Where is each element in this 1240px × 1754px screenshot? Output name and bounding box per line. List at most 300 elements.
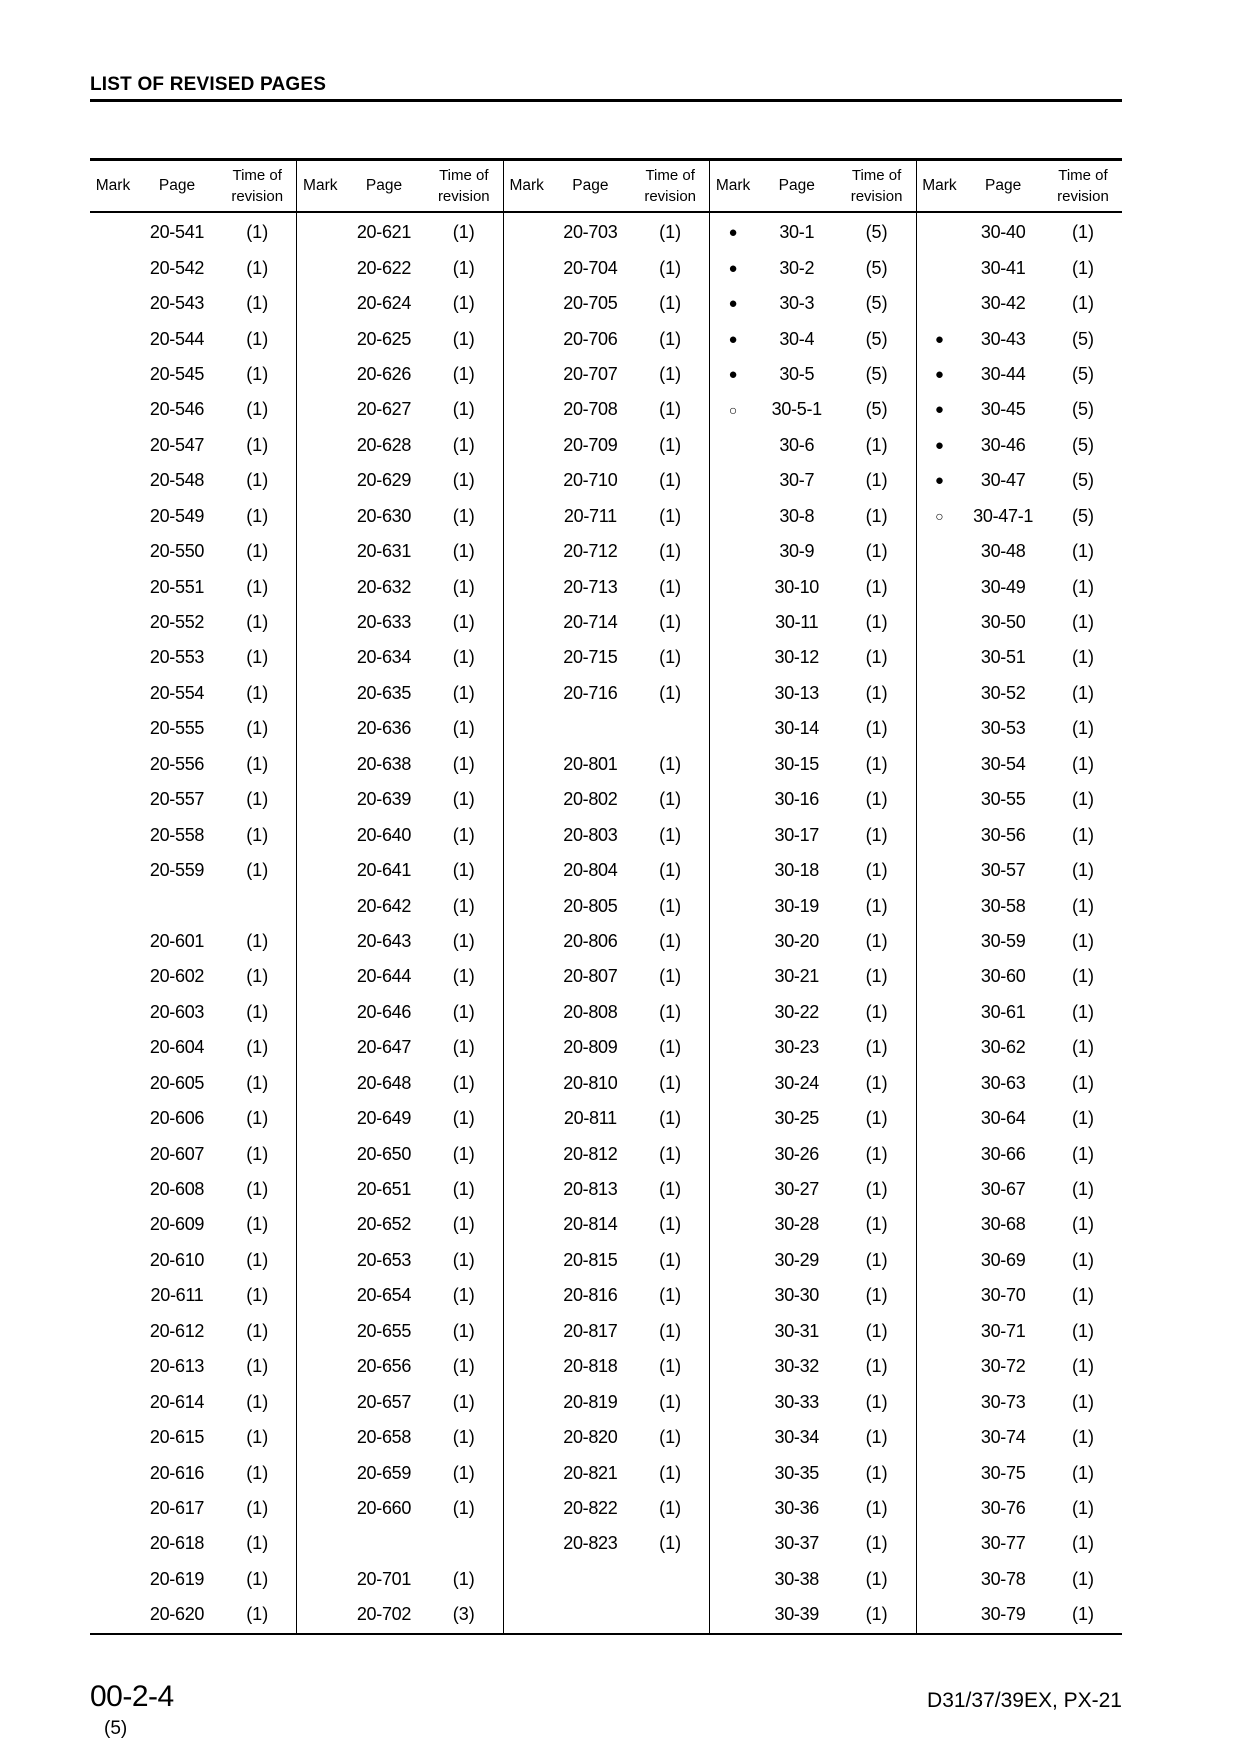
revision-cell: (1)	[452, 1391, 475, 1412]
revision-cell: (1)	[659, 1285, 682, 1306]
table-row	[297, 817, 502, 852]
table-row	[917, 995, 1122, 1030]
revision-cell: (1)	[452, 824, 475, 845]
revision-cell: (1)	[1071, 966, 1094, 987]
header-time-line2: revision	[850, 188, 903, 205]
page-cell: 30-58	[980, 895, 1026, 916]
table-row	[504, 1349, 709, 1384]
header-time-line2: revision	[437, 188, 490, 205]
table-row	[297, 1597, 502, 1632]
page-cell: 20-811	[563, 1108, 617, 1129]
table-row	[504, 959, 709, 994]
header-time-line1: Time of	[1058, 167, 1108, 184]
revision-cell: (1)	[865, 647, 888, 668]
revision-cell: (1)	[659, 222, 682, 243]
page-cell: 20-548	[149, 470, 205, 491]
page-cell: 20-640	[356, 824, 412, 845]
table-row	[90, 1526, 296, 1561]
table-row	[504, 1278, 709, 1313]
revision-cell: (1)	[452, 1285, 475, 1306]
revision-cell: (1)	[659, 1356, 682, 1377]
table-row	[297, 1243, 502, 1278]
page-cell: 20-809	[563, 1037, 618, 1058]
page-cell: 20-551	[149, 576, 205, 597]
page-cell: 20-707	[563, 363, 618, 384]
table-row	[504, 1597, 709, 1632]
page-cell: 20-546	[149, 399, 205, 420]
page-cell: 30-74	[980, 1427, 1026, 1448]
table-row	[297, 1562, 502, 1597]
page-cell: 20-605	[149, 1072, 205, 1093]
revision-cell: (1)	[865, 1214, 888, 1235]
revision-cell: (5)	[865, 293, 888, 314]
page-cell: 20-610	[149, 1249, 205, 1270]
revision-cell: (1)	[659, 328, 682, 349]
page-cell: 20-704	[563, 257, 618, 278]
revised-mark-icon: ●	[728, 330, 738, 348]
revision-cell: (1)	[452, 399, 475, 420]
revision-cell: (1)	[452, 1179, 475, 1200]
page-cell: 20-714	[563, 612, 618, 633]
page-cell: 20-618	[149, 1533, 205, 1554]
revision-cell: (1)	[865, 434, 888, 455]
page-cell: 20-552	[149, 612, 205, 633]
page-cell: 30-54	[980, 753, 1026, 774]
header-time-of-revision	[838, 165, 916, 207]
revision-cell: (5)	[865, 399, 888, 420]
table-row	[297, 1172, 502, 1207]
revision-cell: (1)	[1071, 824, 1094, 845]
revision-cell: (1)	[865, 682, 888, 703]
table-row	[297, 1420, 502, 1455]
table-row	[504, 1314, 709, 1349]
revision-cell: (1)	[865, 576, 888, 597]
page-cell: 20-639	[356, 789, 412, 810]
header-time-line1: Time of	[232, 167, 282, 184]
header-page: Page	[985, 177, 1022, 194]
page-cell: 20-626	[356, 363, 412, 384]
table-row	[504, 817, 709, 852]
page-cell: 20-607	[149, 1143, 205, 1164]
revision-cell: (1)	[246, 1568, 269, 1589]
revision-cell: (1)	[452, 612, 475, 633]
revision-cell: (1)	[865, 966, 888, 987]
revision-cell: (1)	[865, 1285, 888, 1306]
table-row	[297, 1136, 502, 1171]
page-cell: 30-79	[980, 1604, 1026, 1625]
table-row	[710, 534, 915, 569]
table-row	[90, 1172, 296, 1207]
table-row	[90, 853, 296, 888]
header-mark: Mark	[95, 177, 131, 194]
revision-cell: (1)	[246, 1001, 269, 1022]
table-row	[504, 1562, 709, 1597]
revision-cell: (5)	[865, 257, 888, 278]
page-cell: 30-46	[980, 434, 1026, 455]
page-cell: 20-807	[563, 966, 618, 987]
table-row	[90, 1066, 296, 1101]
revised-mark-icon: ●	[934, 401, 944, 419]
revision-cell: (1)	[452, 505, 475, 526]
footer-revision: (5)	[104, 1718, 128, 1739]
page-cell: 20-616	[149, 1462, 205, 1483]
revision-cell: (1)	[246, 1497, 269, 1518]
page-cell: 20-634	[356, 647, 412, 668]
revision-cell: (1)	[246, 682, 269, 703]
table-row	[297, 250, 502, 285]
revision-cell: (1)	[452, 789, 475, 810]
revision-cell: (1)	[452, 293, 475, 314]
revision-cell: (1)	[659, 576, 682, 597]
revision-cell: (1)	[865, 1356, 888, 1377]
revision-cell: (1)	[452, 1320, 475, 1341]
revision-cell: (1)	[865, 824, 888, 845]
table-row	[297, 1349, 502, 1384]
revision-cell: (1)	[865, 1427, 888, 1448]
revision-cell: (1)	[246, 1037, 269, 1058]
table-row	[710, 215, 915, 250]
footer-model: D31/37/39EX, PX-21	[927, 1689, 1122, 1712]
revision-cell: (1)	[1071, 222, 1094, 243]
header-mark: Mark	[509, 177, 544, 194]
table-row	[917, 605, 1122, 640]
table-row	[710, 676, 915, 711]
table-row	[297, 711, 502, 746]
page-cell: 20-643	[356, 930, 412, 951]
page-cell: 30-62	[980, 1037, 1026, 1058]
revision-cell: (5)	[865, 363, 888, 384]
header-page: Page	[778, 177, 815, 194]
table-row	[297, 463, 502, 498]
table-row	[297, 1101, 502, 1136]
page-cell: 30-11	[775, 612, 819, 633]
table-row	[710, 711, 915, 746]
revised-mark-icon: ●	[728, 259, 738, 277]
revision-cell: (1)	[1071, 860, 1094, 881]
revision-cell: (1)	[452, 1143, 475, 1164]
table-row	[710, 428, 915, 463]
page-cell: 30-3	[779, 293, 815, 314]
table-row	[297, 1455, 502, 1490]
revision-cell: (1)	[246, 1427, 269, 1448]
table-row	[504, 711, 709, 746]
table-row	[917, 817, 1122, 852]
table-row	[917, 1349, 1122, 1384]
table-row	[297, 676, 502, 711]
page-cell: 20-602	[149, 966, 205, 987]
page-cell: 20-641	[356, 860, 412, 881]
revision-cell: (1)	[452, 1108, 475, 1129]
table-row	[504, 924, 709, 959]
table-row	[504, 1526, 709, 1561]
table-row	[710, 1207, 915, 1242]
revision-cell: (1)	[865, 1391, 888, 1412]
page-cell: 20-651	[356, 1179, 412, 1200]
revision-cell: (5)	[865, 328, 888, 349]
page-cell: 20-808	[563, 1001, 618, 1022]
table-row	[710, 605, 915, 640]
revision-cell: (1)	[452, 1072, 475, 1093]
page-cell: 30-63	[980, 1072, 1026, 1093]
table-row	[504, 428, 709, 463]
table-row	[297, 499, 502, 534]
revision-cell: (1)	[659, 1320, 682, 1341]
revision-cell: (1)	[246, 612, 269, 633]
table-row	[297, 1384, 502, 1419]
page-cell: 20-820	[563, 1427, 618, 1448]
table-row	[90, 640, 296, 675]
table-row	[917, 1207, 1122, 1242]
revision-cell: (5)	[1071, 363, 1094, 384]
table-row	[90, 888, 296, 923]
table-row	[90, 1455, 296, 1490]
table-row	[297, 1526, 502, 1561]
revision-cell: (1)	[1071, 895, 1094, 916]
page-cell: 30-56	[980, 824, 1026, 845]
table-row	[90, 215, 296, 250]
table-row	[504, 640, 709, 675]
revision-cell: (1)	[865, 505, 888, 526]
revised-mark-icon: ●	[934, 365, 944, 383]
table-row	[297, 534, 502, 569]
table-row	[297, 853, 502, 888]
revision-cell: (1)	[659, 1108, 682, 1129]
page-cell: 20-702	[356, 1604, 412, 1625]
table-row	[90, 711, 296, 746]
revised-mark-icon: ●	[934, 436, 944, 454]
page-cell: 30-57	[980, 860, 1026, 881]
page-cell: 20-638	[356, 753, 412, 774]
revision-cell: (1)	[659, 1391, 682, 1412]
page-cell: 20-541	[149, 222, 205, 243]
page-cell: 30-33	[774, 1391, 820, 1412]
table-row	[917, 1491, 1122, 1526]
page-cell: 20-617	[149, 1497, 205, 1518]
table-row	[710, 463, 915, 498]
table-row	[90, 1597, 296, 1632]
table-section-5	[916, 161, 1122, 1633]
page-cell: 20-556	[149, 753, 205, 774]
page-cell: 20-630	[356, 505, 412, 526]
page-cell: 20-625	[356, 328, 412, 349]
table-row	[917, 1278, 1122, 1313]
page-cell: 20-603	[149, 1001, 205, 1022]
revision-cell: (1)	[246, 930, 269, 951]
table-row	[297, 1066, 502, 1101]
revision-cell: (3)	[452, 1604, 475, 1625]
revision-cell: (1)	[452, 328, 475, 349]
table-row	[917, 1562, 1122, 1597]
revision-cell: (1)	[865, 860, 888, 881]
page-cell: 30-47-1	[973, 505, 1034, 526]
table-row	[90, 1243, 296, 1278]
revision-cell: (1)	[1071, 1037, 1094, 1058]
revision-cell: (1)	[659, 1462, 682, 1483]
revision-cell: (1)	[246, 328, 269, 349]
revision-cell: (5)	[1071, 399, 1094, 420]
revision-cell: (1)	[659, 363, 682, 384]
revision-cell: (1)	[659, 1072, 682, 1093]
page-cell: 30-13	[774, 682, 820, 703]
table-row	[90, 1349, 296, 1384]
revision-cell: (1)	[659, 470, 682, 491]
page-cell: 20-632	[356, 576, 412, 597]
page-cell: 20-614	[149, 1391, 205, 1412]
revision-cell: (1)	[452, 1427, 475, 1448]
page-cell: 20-813	[563, 1179, 618, 1200]
table-row	[917, 711, 1122, 746]
revision-cell: (1)	[246, 1391, 269, 1412]
page-cell: 20-654	[356, 1285, 412, 1306]
page-cell: 20-657	[356, 1391, 412, 1412]
table-row	[297, 640, 502, 675]
table-row	[917, 888, 1122, 923]
table-row	[90, 995, 296, 1030]
page-cell: 30-18	[774, 860, 820, 881]
header-time-of-revision	[1044, 165, 1122, 207]
table-row	[504, 1384, 709, 1419]
table-row	[297, 1314, 502, 1349]
table-row	[504, 1491, 709, 1526]
page-cell: 30-32	[774, 1356, 820, 1377]
table-row	[710, 782, 915, 817]
page-cell: 20-823	[563, 1533, 618, 1554]
page-cell: 20-544	[149, 328, 205, 349]
page-cell: 20-633	[356, 612, 412, 633]
table-row	[710, 1455, 915, 1490]
page-cell: 20-635	[356, 682, 412, 703]
table-row	[90, 1101, 296, 1136]
revision-cell: (1)	[246, 1214, 269, 1235]
table-row	[504, 1207, 709, 1242]
page-cell: 30-1	[779, 222, 815, 243]
table-section-2	[296, 161, 502, 1633]
table-row	[297, 605, 502, 640]
revision-cell: (1)	[659, 1143, 682, 1164]
revision-cell: (1)	[865, 470, 888, 491]
table-row	[504, 321, 709, 356]
page-cell: 30-49	[980, 576, 1026, 597]
revision-cell: (1)	[865, 1072, 888, 1093]
table-row	[917, 747, 1122, 782]
revision-cell: (1)	[1071, 1285, 1094, 1306]
revision-cell: (1)	[1071, 1497, 1094, 1518]
page-cell: 30-40	[980, 222, 1026, 243]
table-row	[90, 924, 296, 959]
table-row	[504, 1172, 709, 1207]
page-cell: 30-14	[774, 718, 820, 739]
page-cell: 30-4	[779, 328, 815, 349]
revision-cell: (1)	[865, 1001, 888, 1022]
page-cell: 20-805	[563, 895, 618, 916]
page-cell: 30-10	[774, 576, 820, 597]
page-cell: 20-611	[150, 1285, 204, 1306]
table-row	[917, 428, 1122, 463]
table-row	[297, 782, 502, 817]
page-cell: 30-52	[980, 682, 1026, 703]
page-cell: 20-550	[149, 541, 205, 562]
page-cell: 20-712	[563, 541, 618, 562]
page-cell: 20-814	[563, 1214, 618, 1235]
revision-cell: (1)	[246, 1285, 269, 1306]
page-cell: 30-55	[980, 789, 1026, 810]
page-cell: 20-553	[149, 647, 205, 668]
page-cell: 20-615	[149, 1427, 205, 1448]
table-row	[90, 1136, 296, 1171]
page-cell: 30-8	[779, 505, 815, 526]
table-row	[504, 534, 709, 569]
table-row	[90, 817, 296, 852]
page-cell: 20-816	[563, 1285, 618, 1306]
page-cell: 30-39	[774, 1604, 820, 1625]
revision-cell: (1)	[452, 647, 475, 668]
revision-cell: (1)	[659, 753, 682, 774]
revision-cell: (1)	[452, 1356, 475, 1377]
revision-cell: (1)	[1071, 1214, 1094, 1235]
revision-cell: (1)	[1071, 789, 1094, 810]
revision-cell: (1)	[246, 293, 269, 314]
page-cell: 30-78	[980, 1568, 1026, 1589]
table-row	[90, 959, 296, 994]
table-row	[504, 1101, 709, 1136]
revision-cell: (1)	[1071, 1179, 1094, 1200]
page-cell: 30-48	[980, 541, 1026, 562]
page-cell: 30-9	[779, 541, 815, 562]
page-cell: 20-647	[356, 1037, 412, 1058]
revision-cell: (1)	[865, 1497, 888, 1518]
page-cell: 20-715	[563, 647, 618, 668]
table-row	[917, 357, 1122, 392]
page-cell: 20-601	[149, 930, 205, 951]
table-row	[710, 1101, 915, 1136]
page-cell: 20-716	[563, 682, 618, 703]
table-row	[710, 1597, 915, 1632]
table-row	[917, 1066, 1122, 1101]
table-row	[504, 215, 709, 250]
table-row	[90, 499, 296, 534]
table-row	[297, 1491, 502, 1526]
revision-cell: (1)	[865, 1533, 888, 1554]
page-cell: 20-818	[563, 1356, 618, 1377]
page-cell: 20-608	[149, 1179, 205, 1200]
page-cell: 30-31	[774, 1320, 820, 1341]
revision-cell: (1)	[1071, 293, 1094, 314]
table-row	[297, 888, 502, 923]
revision-cell: (1)	[865, 789, 888, 810]
page-cell: 20-801	[563, 753, 618, 774]
revision-cell: (1)	[1071, 1427, 1094, 1448]
page-cell: 30-37	[774, 1533, 820, 1554]
revision-cell: (1)	[452, 1462, 475, 1483]
page-cell: 20-542	[149, 257, 205, 278]
table-row	[297, 569, 502, 604]
revision-cell: (1)	[246, 470, 269, 491]
revision-cell: (1)	[865, 1249, 888, 1270]
revision-cell: (1)	[1071, 753, 1094, 774]
page-cell: 20-711	[563, 505, 617, 526]
revision-cell: (1)	[1071, 647, 1094, 668]
table-row	[90, 676, 296, 711]
revision-cell: (1)	[246, 1356, 269, 1377]
page-cell: 30-71	[980, 1320, 1026, 1341]
revision-cell: (1)	[659, 824, 682, 845]
table-row	[297, 995, 502, 1030]
page-cell: 30-77	[980, 1533, 1026, 1554]
revision-cell: (1)	[246, 541, 269, 562]
revision-cell: (1)	[865, 1568, 888, 1589]
revision-cell: (1)	[246, 1108, 269, 1129]
page-cell: 20-648	[356, 1072, 412, 1093]
